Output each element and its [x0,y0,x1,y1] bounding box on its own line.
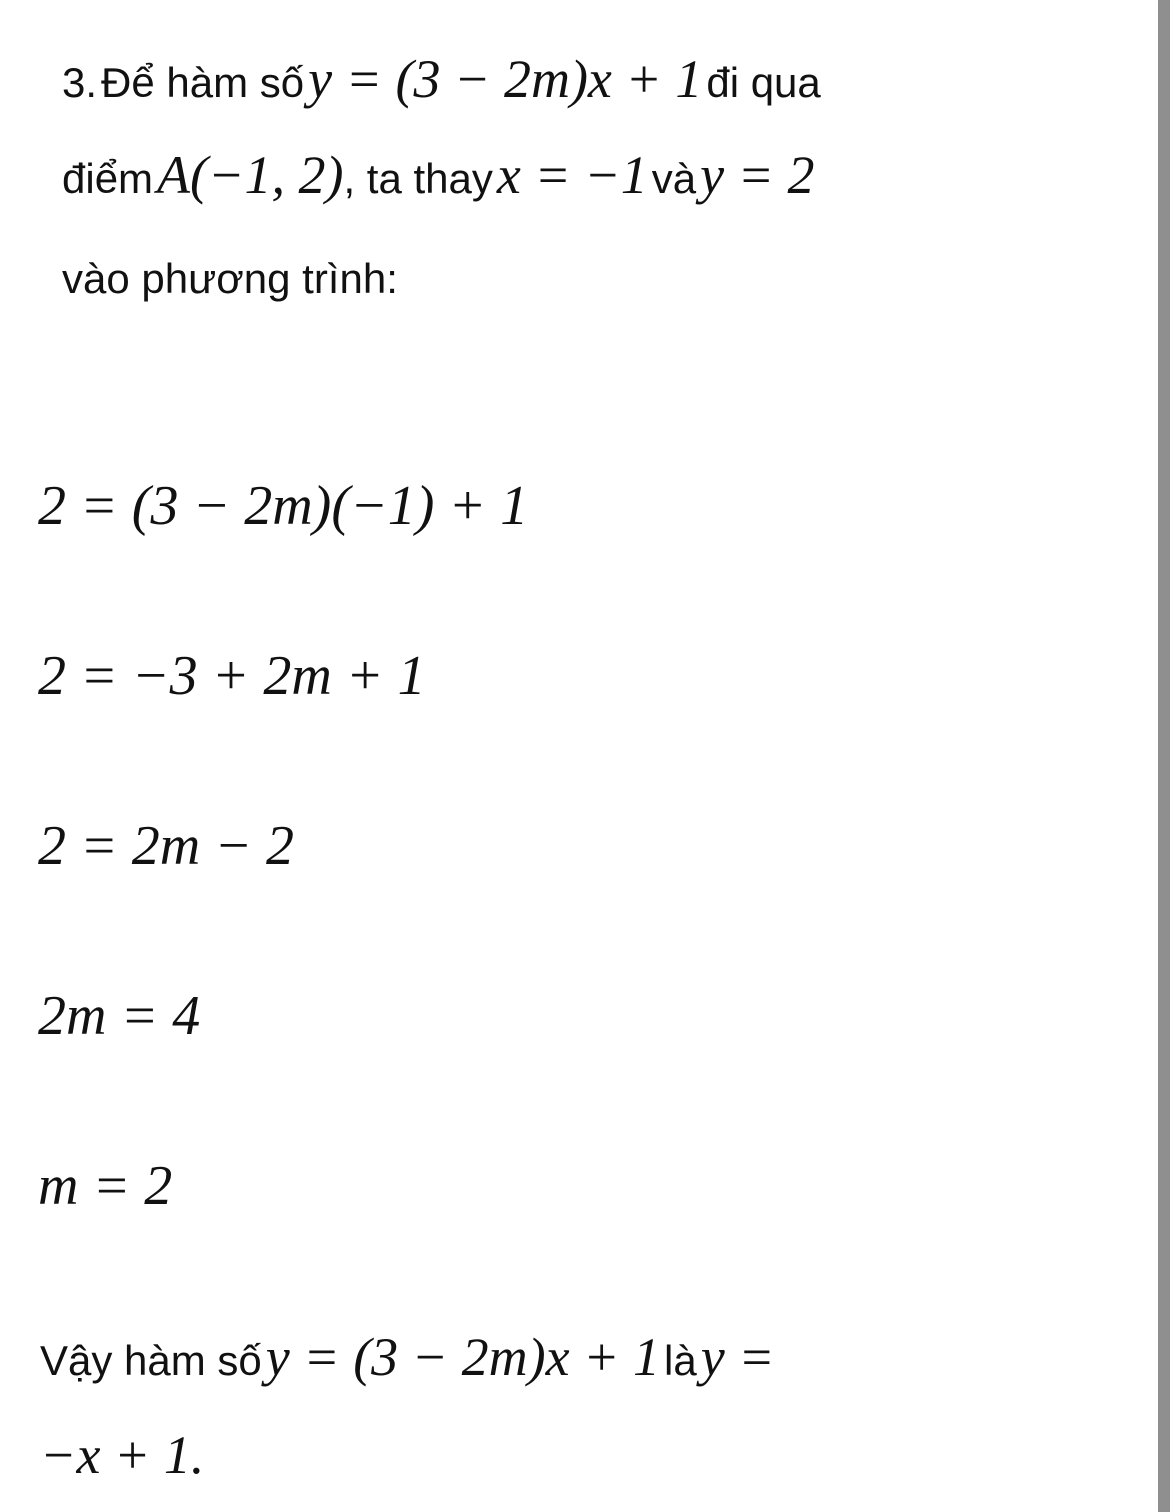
intro-text: vào phương trình: [62,255,398,302]
result-formula-end: −x + 1. [40,1425,205,1485]
equation-step-5: m = 2 [38,1155,173,1217]
x-value: x = −1 [496,145,648,205]
right-edge-bar [1158,0,1170,1512]
result-formula-start: y = [700,1327,775,1387]
function-formula: y = (3 − 2m)x + 1 [265,1327,660,1387]
problem-number: 3. [62,59,98,106]
intro-text: đi qua [706,59,821,106]
intro-line-3 [62,255,398,302]
y-value: y = 2 [700,145,815,205]
equation-step-1: 2 = (3 − 2m)(−1) + 1 [38,475,529,537]
intro-line-1 [62,49,821,109]
conclusion-text: Vậy hàm số [40,1337,262,1384]
conclusion-line-2 [40,1425,205,1485]
point-a: A(−1, 2) [157,145,344,205]
equation-step-3: 2 = 2m − 2 [38,815,295,877]
conclusion-text: là [664,1337,697,1384]
intro-text: điểm [62,155,154,202]
equation-step-2: 2 = −3 + 2m + 1 [38,645,426,707]
conclusion-line-1 [40,1327,775,1387]
intro-line-2 [62,145,815,205]
intro-text: Để hàm số [101,59,305,106]
intro-text: và [651,155,697,202]
equation-step-4: 2m = 4 [38,985,201,1047]
intro-text: , ta thay [343,155,493,202]
function-formula: y = (3 − 2m)x + 1 [308,49,703,109]
